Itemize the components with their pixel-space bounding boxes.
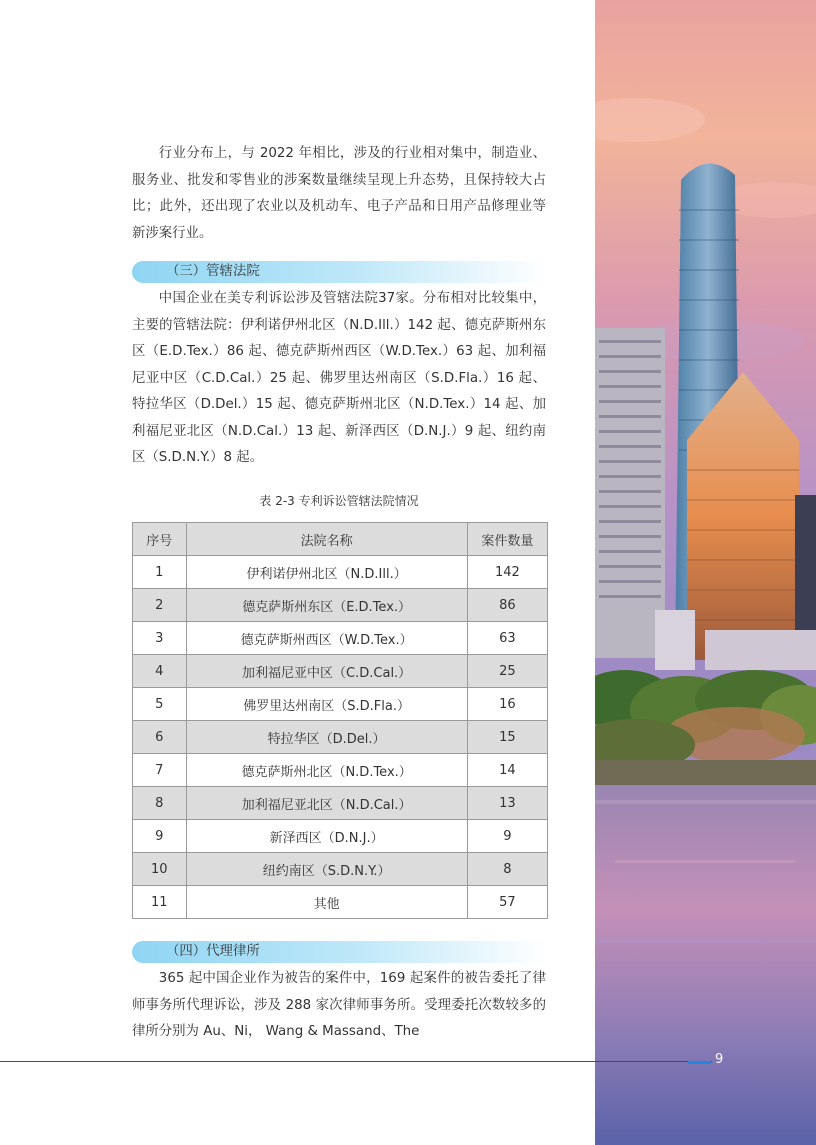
row-court: 新泽西区（D.N.J.）: [186, 820, 467, 853]
row-court: 伊利诺伊州北区（N.D.Ill.）: [186, 556, 467, 589]
section-heading-law-firms: （四）代理律所: [132, 941, 546, 963]
table-row: [133, 721, 548, 754]
row-court: 加利福尼亚中区（C.D.Cal.）: [186, 655, 467, 688]
table-row: [133, 853, 548, 886]
footer-rule: [0, 1061, 712, 1062]
row-count: 9: [467, 820, 547, 853]
header-no: 序号: [133, 523, 187, 556]
row-no: 1: [133, 556, 187, 589]
row-count: 13: [467, 787, 547, 820]
row-count: 57: [467, 886, 547, 919]
row-count: 15: [467, 721, 547, 754]
row-count: 8: [467, 853, 547, 886]
row-no: 3: [133, 622, 187, 655]
table-caption: 表 2-3 专利诉讼管辖法院情况: [259, 494, 419, 508]
row-no: 5: [133, 688, 187, 721]
row-count: 16: [467, 688, 547, 721]
row-count: 25: [467, 655, 547, 688]
industry-paragraph: 行业分布上，与 2022 年相比，涉及的行业相对集中，制造业、服务业、批发和零售业的涉案数量继续呈现上升态势，且保持较大占比；此外，还出现了农业以及机动车、电子产品和日用产品修理业等新涉案行业。: [132, 146, 546, 241]
row-no: 2: [133, 589, 187, 622]
table-row: [133, 820, 548, 853]
courts-paragraph: 中国企业在美专利诉讼涉及管辖法院37家。分布相对比较集中，主要的管辖法院：伊利诺伊州北区（N.D.Ill.）142 起、德克萨斯州东区（E.D.Tex.）86 起、德克萨斯州西区（W.D.Tex.）63 起、加利福尼亚中区（C.D.Cal.）25 起、佛罗里达州南区（S.D.Fla.）16 起、特拉华区（D.Del.）15 起、德克萨斯州北区（N.D.Tex.）14 起、加利福尼亚北区（N.D.Cal.）13 起、新泽西区（D.N.J.）9 起、纽约南区（S.D.N.Y.）8 起。: [132, 291, 546, 465]
law-firms-paragraph: 365 起中国企业作为被告的案件中，169 起案件的被告委托了律师事务所代理诉讼，涉及 288 家次律师事务所。受理委托次数较多的律所分别为 Au、Ni， Wang & Massand、The: [132, 971, 546, 1039]
row-no: 8: [133, 787, 187, 820]
table-row: [133, 556, 548, 589]
row-no: 10: [133, 853, 187, 886]
row-count: 63: [467, 622, 547, 655]
row-no: 7: [133, 754, 187, 787]
row-court: 其他: [186, 886, 467, 919]
table-row: [133, 688, 548, 721]
row-no: 6: [133, 721, 187, 754]
city-skyline-photo: [595, 0, 816, 1145]
row-court: 特拉华区（D.Del.）: [186, 721, 467, 754]
row-court: 德克萨斯州北区（N.D.Tex.）: [186, 754, 467, 787]
page-number-accent: [688, 1061, 711, 1064]
row-no: 9: [133, 820, 187, 853]
row-court: 德克萨斯州东区（E.D.Tex.）: [186, 589, 467, 622]
table-row: [133, 754, 548, 787]
table-row: [133, 886, 548, 919]
row-court: 佛罗里达州南区（S.D.Fla.）: [186, 688, 467, 721]
row-court: 德克萨斯州西区（W.D.Tex.）: [186, 622, 467, 655]
page-number: 9: [715, 1052, 724, 1067]
table-header-row: [133, 523, 548, 556]
section-heading-courts: （三）管辖法院: [132, 261, 546, 283]
table-row: [133, 589, 548, 622]
table-row: [133, 787, 548, 820]
row-court: 加利福尼亚北区（N.D.Cal.）: [186, 787, 467, 820]
table-row: [133, 655, 548, 688]
row-count: 86: [467, 589, 547, 622]
row-no: 4: [133, 655, 187, 688]
header-court: 法院名称: [186, 523, 467, 556]
row-court: 纽约南区（S.D.N.Y.）: [186, 853, 467, 886]
header-count: 案件数量: [467, 523, 547, 556]
row-count: 14: [467, 754, 547, 787]
row-count: 142: [467, 556, 547, 589]
table-row: [133, 622, 548, 655]
row-no: 11: [133, 886, 187, 919]
courts-table: [132, 522, 548, 919]
